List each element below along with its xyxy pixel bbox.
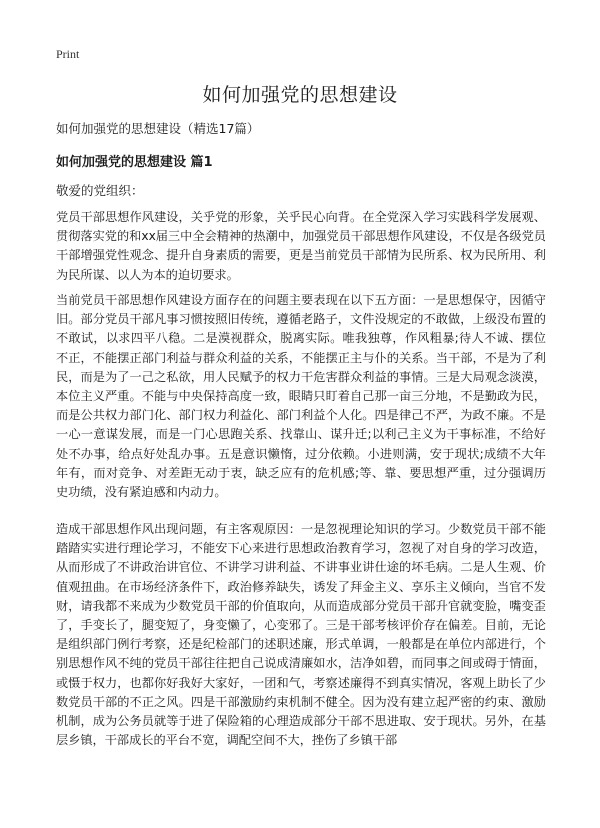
document-subtitle: 如何加强党的思想建设（精选17篇）: [56, 121, 260, 136]
document-title: 如何加强党的思想建设: [202, 84, 398, 106]
salutation: 敬爱的党组织：: [56, 183, 144, 198]
body-paragraph: 党员干部思想作风建设，关乎党的形象，关乎民心向背。在全党深入学习实践科学发展观、贯彻落实党的和xx届三中全会精神的热潮中，加强党员干部思想作风建设，不仅是各级党员干部增强党性观念、提升自身素质的需要，更是当前党员干部情为民所系、权为民所用、利为民所谋、以人为本的迫切要求。: [56, 210, 546, 282]
section-heading: 如何加强党的思想建设 篇1: [56, 155, 213, 170]
body-paragraph: 造成干部思想作风出现问题，有主客观原因：一是忽视理论知识的学习。少数党员干部不能踏踏实实进行理论学习，不能安下心来进行思想政治教育学习，忽视了对自身的学习改造，从而形成了不讲政治讲官位、不讲学习讲利益、不讲事业讲仕途的坏毛病。二是人生观、价值观扭曲。在市场经济条件下，政治修养缺失，诱发了拜金主义、享乐主义倾向，当官不发财，请我都不来成为少数党员干部的价值取向，从而造成部分党员干部升官就变脸，嘴变歪了，手变长了，腿变短了，身变懒了，心变邪了。三是干部考核评价存在偏差。目前，无论是组织部门例行考察，还是纪检部门的述职述廉，形式单调，一般都是在单位内部进行，个别思想作风不纯的党员干部往往把自己说成清廉如水，洁净如碧，而同事之间或碍于情面，或慑于权力，也都你好我好大家好，一团和气，考察述廉得不到真实情况，客观上助长了少数党员干部的不正之风。四是干部激励约束机制不健全。因为没有建立起严密的约束、激励机制，成为公务员就等于进了保险箱的心理造成部分干部不思进取、安于现状。另外，在基层乡镇，干部成长的平台不宽，调配空间不大，挫伤了乡镇干部: [56, 522, 546, 748]
print-link[interactable]: Print: [56, 47, 80, 61]
body-paragraph: 当前党员干部思想作风建设方面存在的问题主要表现在以下五方面：一是思想保守，因循守旧。部分党员干部凡事习惯按照旧传统，遵循老路子，文件没规定的不敢做，上级没布置的不敢试，以求四平八稳。二是漠视群众，脱离实际。唯我独尊，作风粗暴;待人不诚、摆位不正，不能摆正部门利益与群众利益的关系，不能摆正主与仆的关系。当干部，不是为了利民，而是为了一己之私欲，用人民赋予的权力干危害群众利益的事情。三是大局观念淡漠，本位主义严重。不能与中央保持高度一致，眼睛只盯着自己那一亩三分地，不是勤政为民，而是公共权力部门化、部门权力利益化、部门利益个人化。四是律己不严，为政不廉。不是一心一意谋发展，而是一门心思跑关系、找靠山、谋升迁;以利己主义为干事标准，不给好处不办事，给点好处乱办事。五是意识懒惰，过分依赖。小进则满，安于现状;成绩不大年年有，而对竞争、对差距无动于衷，缺乏应有的危机感;等、靠、要思想严重，过分强调历史功绩，没有紧迫感和内动力。: [56, 293, 546, 500]
